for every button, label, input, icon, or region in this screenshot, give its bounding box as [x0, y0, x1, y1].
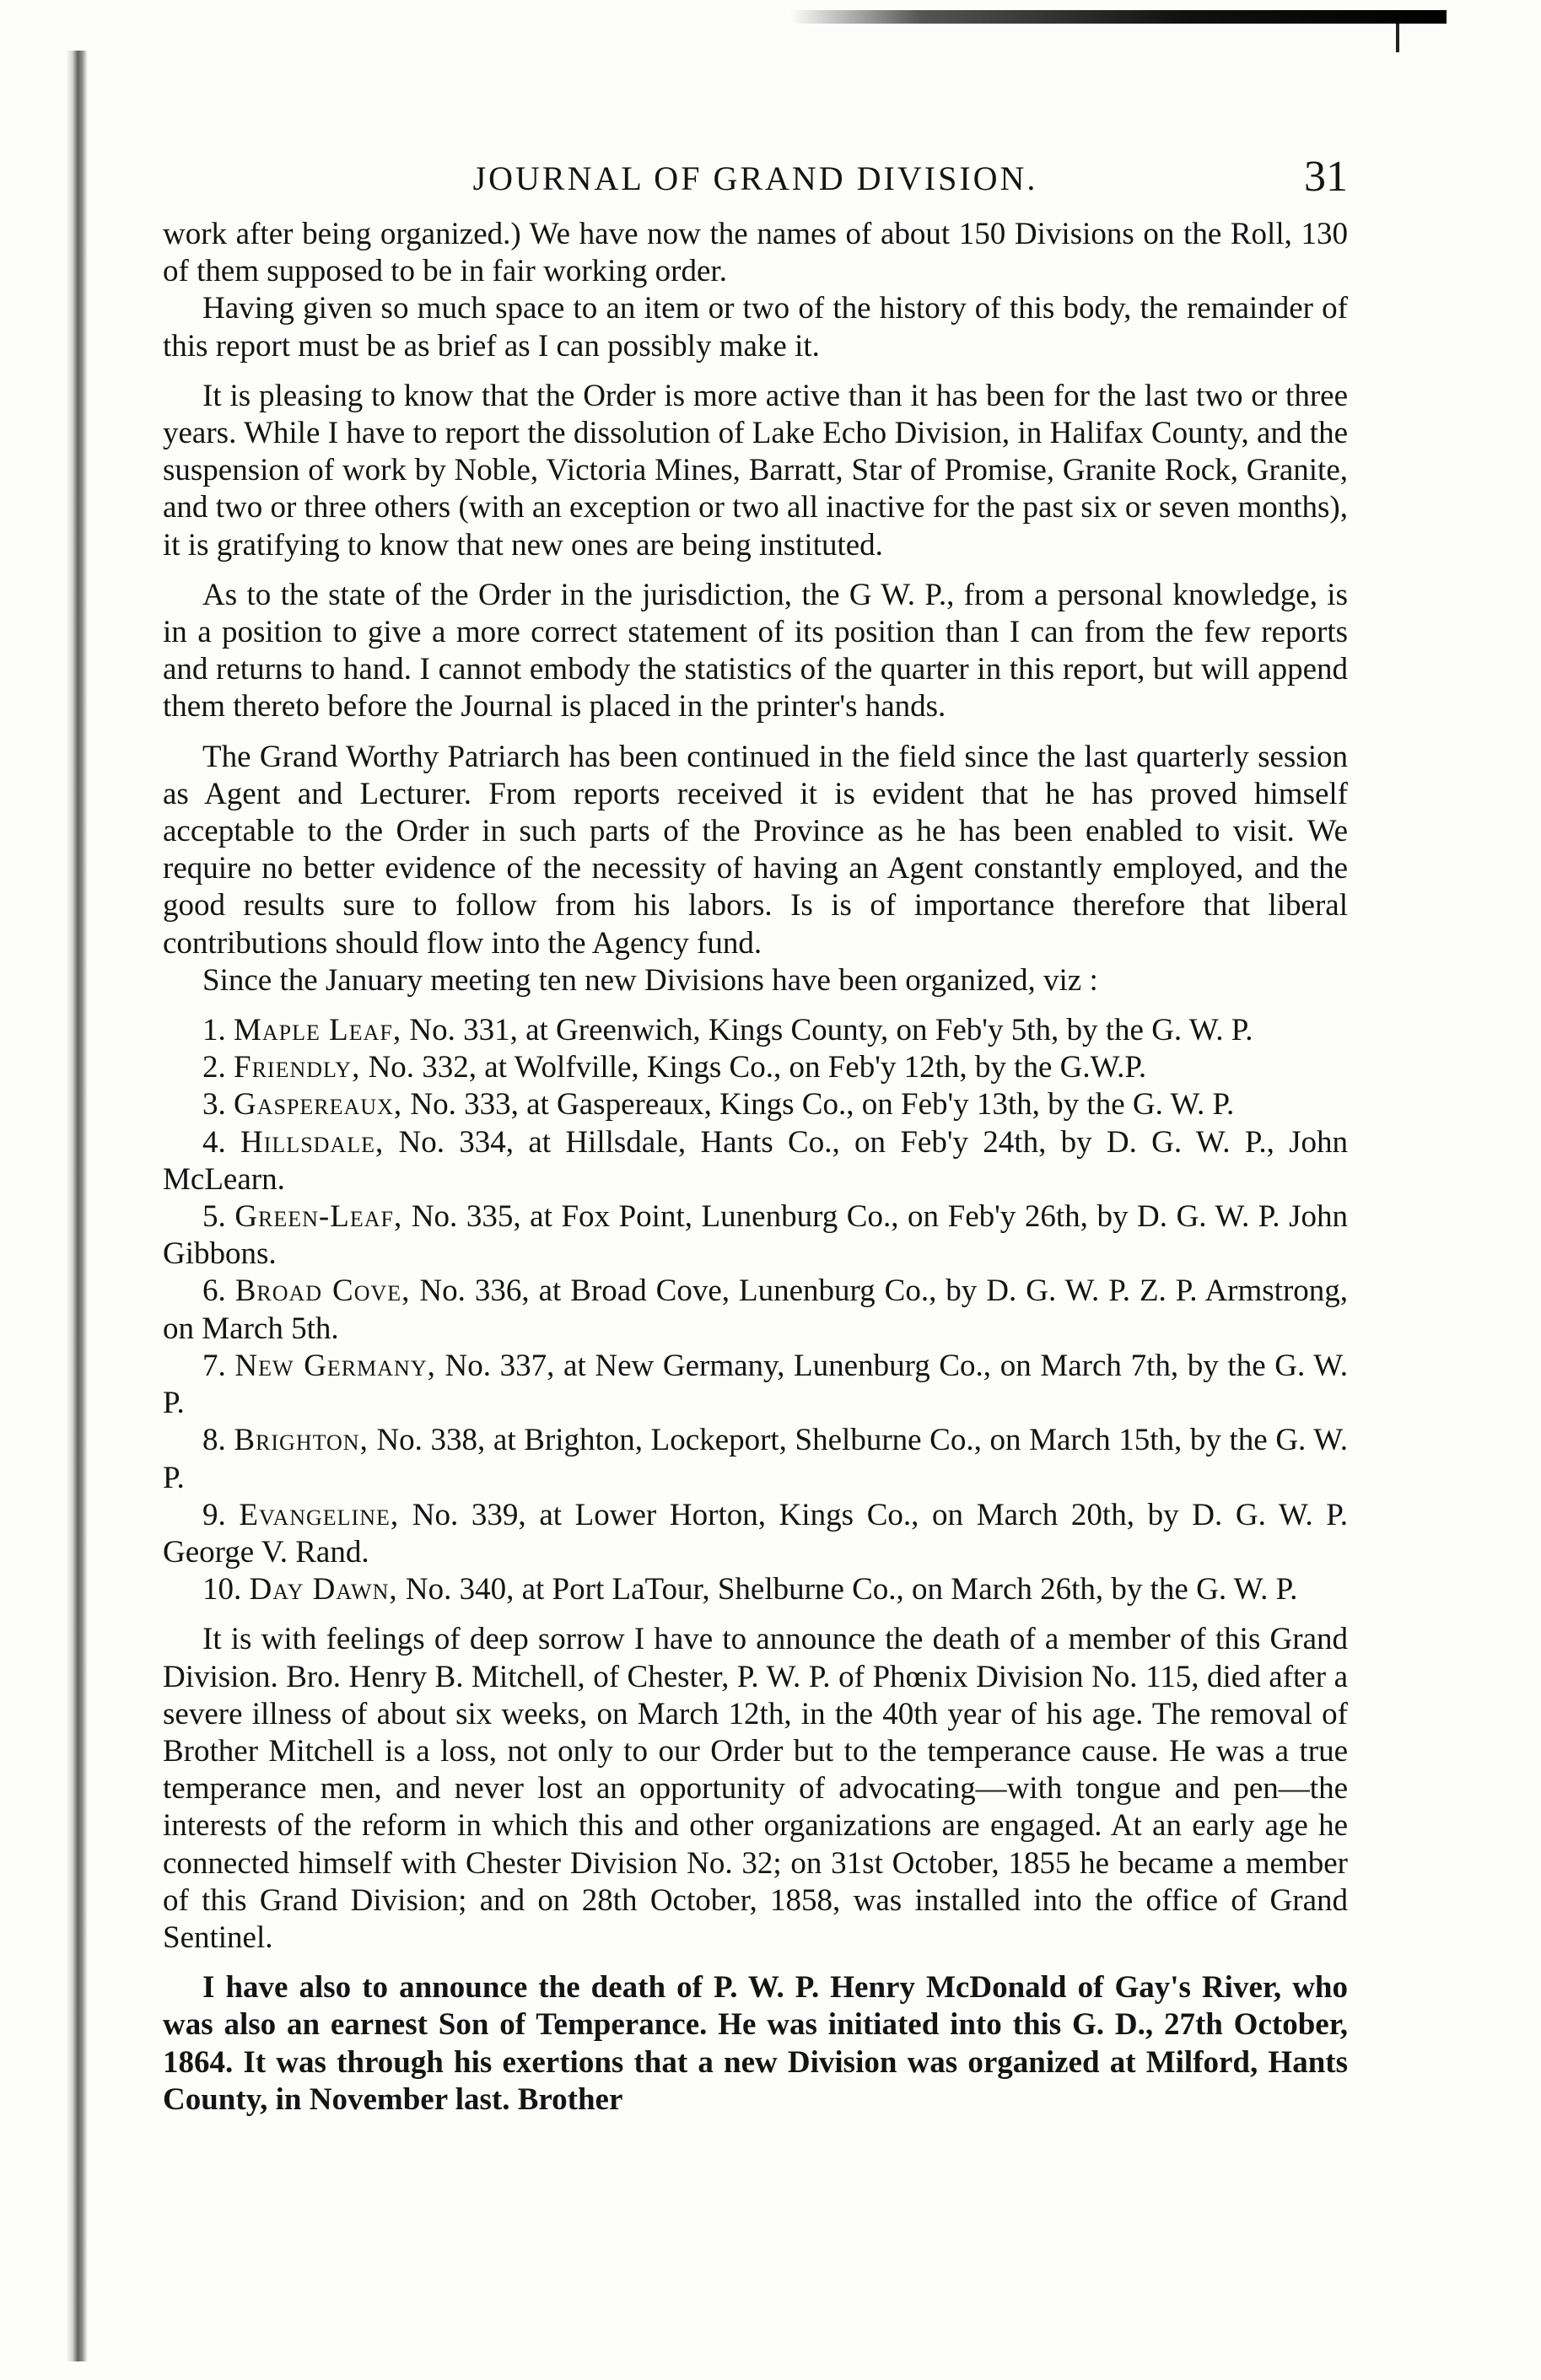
division-name: Green-Leaf,	[234, 1199, 403, 1235]
running-title: JOURNAL OF GRAND DIVISION.	[472, 159, 1038, 197]
list-item-number: 2.	[202, 1050, 226, 1085]
list-item-number: 1.	[202, 1013, 226, 1048]
list-item	[163, 1049, 1348, 1086]
paragraph: As to the state of the Order in the jurisdiction, the G W. P., from a personal knowledge, is in a position to give a more correct statement of its position than I can from the few reports and returns to hand. I cannot embody the statistics of the quarter in this report, but will append them thereto before the Journal is placed in the printer's hands.	[163, 577, 1348, 724]
top-rule-tick	[1396, 24, 1399, 52]
division-name: Brighton,	[234, 1423, 369, 1458]
list-item	[163, 1086, 1348, 1123]
division-details: No. 332, at Wolfville, Kings Co., on Feb'y 12th, by the G.W.P.	[368, 1050, 1147, 1085]
list-item-number: 3.	[202, 1087, 226, 1123]
list-item	[163, 1571, 1348, 1608]
list-item	[163, 1497, 1348, 1571]
division-details: No. 333, at Gaspereaux, Kings Co., on Feb'y 13th, by the G. W. P.	[410, 1087, 1235, 1123]
division-details: No. 331, at Greenwich, Kings County, on Feb'y 5th, by the G. W. P.	[409, 1013, 1253, 1048]
binding-edge-shadow	[66, 51, 88, 2361]
paragraph: Having given so much space to an item or two of the history of this body, the remainder of this report must be as brief as I can possibly make it.	[163, 291, 1348, 363]
division-name: Maple Leaf,	[234, 1013, 402, 1048]
list-item	[163, 1012, 1348, 1049]
division-details: No. 334, at Hillsdale, Hants Co., on Feb'y 24th, by D. G. W. P., John McLearn.	[163, 1124, 1349, 1197]
division-details: No. 338, at Brighton, Lockeport, Shelburne Co., on March 15th, by the G. W. P.	[163, 1423, 1349, 1495]
list-item-number: 6.	[202, 1273, 226, 1309]
division-name: New Germany,	[234, 1348, 436, 1383]
division-name: Friendly,	[234, 1050, 361, 1085]
division-name: Day Dawn,	[249, 1572, 398, 1607]
paragraph: Since the January meeting ten new Divisions have been organized, viz :	[202, 962, 1098, 998]
body-text	[163, 216, 1348, 2119]
list-item	[163, 1273, 1348, 1347]
paragraph: work after being organized.) We have now the names of about 150 Divisions on the Roll, 130 of them supposed to be in fair working order.	[163, 217, 1348, 289]
division-details: No. 336, at Broad Cove, Lunenburg Co., by D. G. W. P. Z. P. Armstrong, on March 5th.	[163, 1273, 1349, 1346]
new-divisions-list	[163, 1012, 1348, 1608]
division-details: No. 340, at Port LaTour, Shelburne Co., on March 26th, by the G. W. P.	[405, 1572, 1298, 1607]
paragraph: The Grand Worthy Patriarch has been continued in the field since the last quarterly session as Agent and Lecturer. From reports received it is evident that he has proved himself acceptable to the Order in such parts of the Province as he has been enabled to visit. We require no better evidence of the necessity of having an Agent constantly employed, and the good results sure to follow from his labors. Is is of importance therefore that liberal contributions should flow into the Agency fund.	[163, 739, 1348, 961]
list-item	[163, 1124, 1348, 1198]
division-name: Hillsdale,	[240, 1124, 385, 1160]
division-details: No. 335, at Fox Point, Lunenburg Co., on Feb'y 26th, by D. G. W. P. John Gibbons.	[163, 1199, 1348, 1272]
list-item	[163, 1348, 1348, 1422]
list-item-number: 5.	[202, 1199, 226, 1235]
division-name: Gaspereaux,	[234, 1087, 403, 1123]
division-name: Broad Cove,	[234, 1273, 411, 1309]
division-name: Evangeline,	[239, 1497, 400, 1532]
list-item-number: 7.	[202, 1348, 226, 1383]
list-item-number: 4.	[202, 1124, 226, 1160]
page-number: 31	[1304, 153, 1348, 201]
division-details: No. 339, at Lower Horton, Kings Co., on March 20th, by D. G. W. P. George V. Rand.	[163, 1497, 1349, 1570]
list-item-number: 8.	[202, 1423, 226, 1458]
paragraph: It is with feelings of deep sorrow I have to announce the death of a member of this Grand Division. Bro. Henry B. Mitchell, of Chester, P. W. P. of Phœnix Division No. 115, died after a severe illness of about six weeks, on March 12th, in the 40th year of his age. The removal of Brother Mitchell is a loss, not only to our Order but to the temperance cause. He was a true temperance men, and never lost an opportunity of advocating—with tongue and pen—the interests of the reform in which this and other organizations are engaged. At an early age he connected himself with Chester Division No. 32; on 31st October, 1855 he became a member of this Grand Division; and on 28th October, 1858, was installed into the office of Grand Sentinel.	[163, 1622, 1348, 1955]
top-printing-rule	[789, 10, 1447, 24]
page-header	[163, 152, 1348, 202]
division-details: No. 337, at New Germany, Lunenburg Co., on March 7th, by the G. W. P.	[163, 1348, 1348, 1421]
list-item-number: 10.	[202, 1572, 242, 1607]
paragraph: It is pleasing to know that the Order is more active than it has been for the last two or three years. While I have to report the dissolution of Lake Echo Division, in Halifax County, and the suspension of work by Noble, Victoria Mines, Barratt, Star of Promise, Granite Rock, Granite, and two or three others (with an exception or two all inactive for the past six or seven months), it is gratifying to know that new ones are being instituted.	[163, 378, 1348, 563]
list-item-number: 9.	[202, 1497, 226, 1532]
list-item	[163, 1198, 1348, 1273]
list-item	[163, 1422, 1348, 1496]
paragraph: I have also to announce the death of P. W. P. Henry McDonald of Gay's River, who was also an earnest Son of Temperance. He was initiated into this G. D., 27th October, 1864. It was through his exertions that a new Division was organized at Milford, Hants County, in November last. Brother	[163, 1970, 1348, 2117]
